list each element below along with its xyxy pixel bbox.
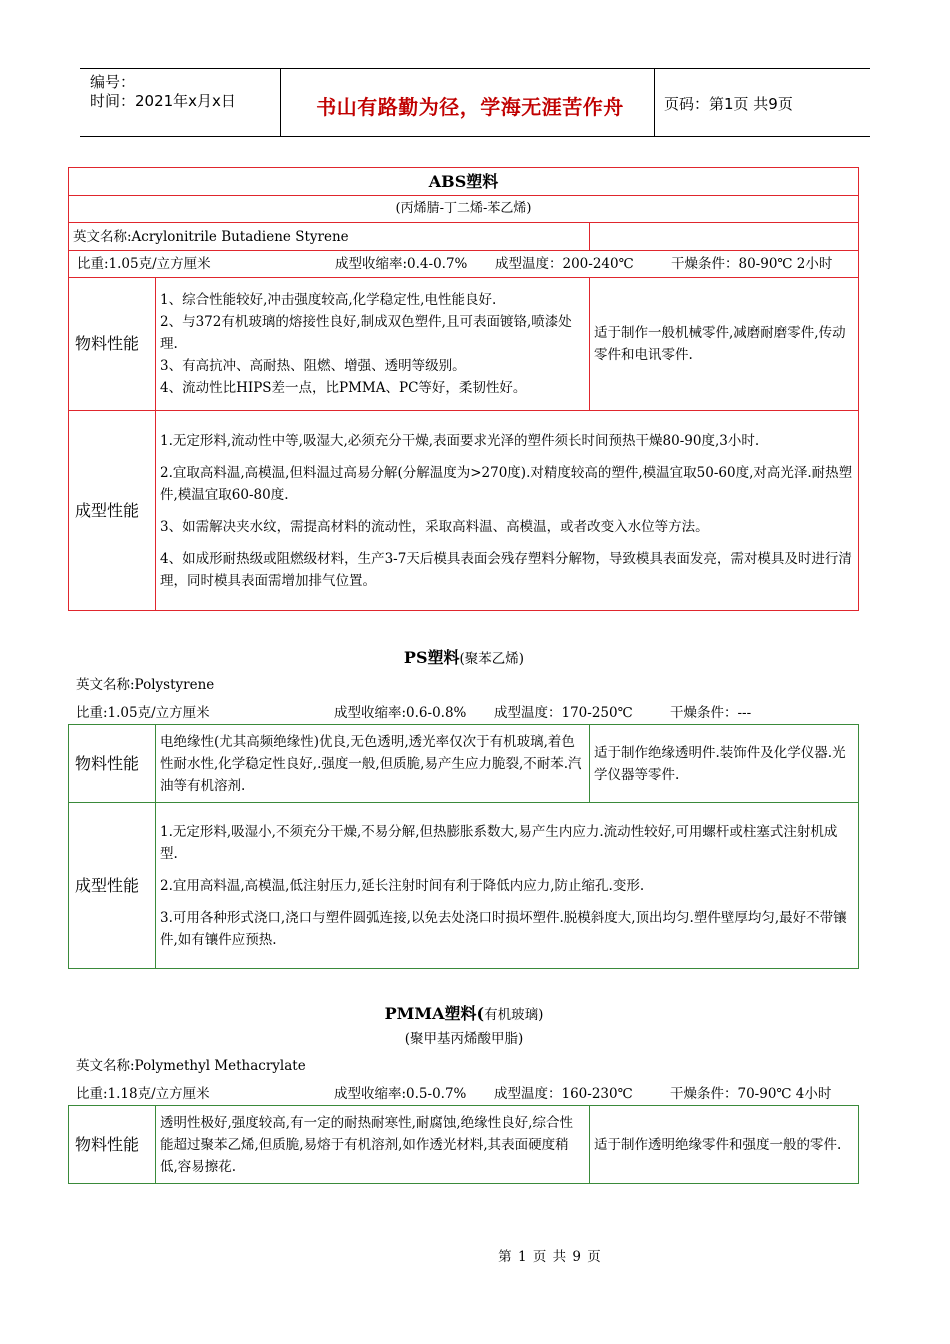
ps-temperature: 成型温度：170-250℃: [494, 705, 633, 721]
ps-english-name: 英文名称:Polystyrene: [76, 677, 215, 693]
pmma-title-suffix: 有机玻璃): [484, 1007, 544, 1023]
abs-english-name: 英文名称:Acrylonitrile Butadiene Styrene: [69, 223, 590, 251]
pmma-title-main: PMMA塑料(: [384, 1004, 485, 1023]
pmma-title: [0, 1001, 928, 1024]
ps-material-label: 物料性能: [69, 725, 156, 803]
ps-title: [0, 645, 928, 668]
abs-drying: 干燥条件：80-90℃ 2小时: [671, 256, 833, 272]
abs-temperature: 成型温度：200-240℃: [495, 256, 634, 272]
page-footer: 第 1 页 共 9 页: [498, 1249, 602, 1265]
abs-empty-cell: [590, 223, 859, 251]
abs-molding-label: 成型性能: [69, 411, 156, 611]
abs-molding-cell: [156, 411, 859, 611]
ps-material-use: 适于制作绝缘透明件.装饰件及化学仪器.光学仪器等零件.: [590, 725, 859, 803]
ps-drying: 干燥条件：---: [670, 705, 752, 721]
pmma-material-label: 物料性能: [69, 1106, 156, 1184]
abs-material-item: 4、流动性比HIPS差一点，比PMMA、PC等好，柔韧性好。: [160, 380, 527, 396]
pmma-material-use: 适于制作透明绝缘零件和强度一般的零件.: [590, 1106, 859, 1184]
abs-molding-item: 4、如成形耐热级或阻燃级材料，生产3-7天后模具表面会残存塑料分解物，导致模具表面发亮，需对模具及时进行清理，同时模具表面需增加排气位置。: [160, 550, 852, 589]
abs-molding-item: 3、如需解决夹水纹，需提高材料的流动性，采取高料温、高模温，或者改变入水位等方法。: [160, 518, 709, 535]
abs-subtitle: (丙烯腈-丁二烯-苯乙烯): [69, 196, 859, 223]
abs-shrinkage: 成型收缩率:0.4-0.7%: [335, 256, 468, 272]
ps-table: [68, 724, 859, 969]
ps-title-main: PS塑料: [403, 648, 460, 667]
pmma-english-name: 英文名称:Polymethyl Methacrylate: [76, 1058, 306, 1074]
abs-material-cell: [156, 278, 590, 411]
ps-molding-item: 2.宜用高料温,高模温,低注射压力,延长注射时间有利于降低内应力,防止缩孔.变形.: [160, 877, 645, 894]
abs-molding-item: 1.无定形料,流动性中等,吸湿大,必须充分干燥,表面要求光泽的塑件须长时间预热干燥80-90度,3小时.: [160, 432, 760, 449]
pmma-subtitle: (聚甲基丙烯酸甲脂): [404, 1031, 524, 1047]
ps-molding-label: 成型性能: [69, 803, 156, 969]
time-label: 时间：2021年x月x日: [90, 92, 236, 110]
ps-material-text: 电绝缘性(尤其高频绝缘性)优良,无色透明,透光率仅次于有机玻璃,着色性耐水性,化学稳定性良好,.强度一般,但质脆,易产生应力脆裂,不耐苯.汽油等有机溶剂.: [156, 725, 590, 803]
pmma-table: [68, 1105, 859, 1184]
ps-density: 比重:1.05克/立方厘米: [76, 705, 210, 721]
header-divider: [280, 69, 281, 136]
pmma-temperature: 成型温度：160-230℃: [494, 1086, 633, 1102]
ps-molding-cell: [156, 803, 859, 969]
pmma-drying: 干燥条件：70-90℃ 4小时: [670, 1086, 832, 1102]
pmma-shrinkage: 成型收缩率:0.5-0.7%: [334, 1086, 467, 1102]
abs-density: 比重:1.05克/立方厘米: [77, 256, 211, 272]
header-meta: [90, 73, 236, 111]
abs-title: ABS塑料: [69, 168, 859, 196]
ps-molding-item: 1.无定形料,吸湿小,不须充分干燥,不易分解,但热膨胀系数大,易产生内应力.流动性较好,可用螺杆或柱塞式注射机成型.: [160, 823, 838, 862]
abs-material-item: 3、有高抗冲、高耐热、阻燃、增强、透明等级别。: [160, 358, 466, 374]
abs-material-use: 适于制作一般机械零件,减磨耐磨零件,传动零件和电讯零件.: [590, 278, 859, 411]
abs-molding-item: 2.宜取高料温,高模温,但料温过高易分解(分解温度为>270度).对精度较高的塑件,模温宜取50-60度,对高光泽.耐热塑件,模温宜取60-80度.: [160, 464, 853, 503]
abs-material-label: 物料性能: [69, 278, 156, 411]
pmma-density: 比重:1.18克/立方厘米: [76, 1086, 210, 1102]
ps-molding-item: 3.可用各种形式浇口,浇口与塑件圆弧连接,以免去处浇口时损坏塑件.脱模斜度大,顶出均匀.塑件壁厚均匀,最好不带镶件,如有镶件应预热.: [160, 909, 847, 948]
abs-material-item: 1、综合性能较好,冲击强度较高,化学稳定性,电性能良好.: [160, 292, 497, 308]
ps-shrinkage: 成型收缩率:0.6-0.8%: [334, 705, 467, 721]
page-number-label: 页码：第1页 共9页: [664, 95, 793, 113]
abs-material-item: 2、与372有机玻璃的熔接性良好,制成双色塑件,且可表面镀铬,喷漆处理.: [160, 314, 572, 352]
abs-table: [68, 167, 859, 611]
ps-title-suffix: (聚苯乙烯): [459, 651, 525, 667]
motto: 书山有路勤为径，学海无涯苦作舟: [316, 95, 624, 119]
abs-properties-row: [69, 251, 859, 278]
pmma-material-text: 透明性极好,强度较高,有一定的耐热耐寒性,耐腐蚀,绝缘性良好,综合性能超过聚苯乙烯,但质脆,易熔于有机溶剂,如作透光材料,其表面硬度稍低,容易擦花.: [156, 1106, 590, 1184]
page-header: [80, 68, 870, 137]
number-label: 编号：: [90, 73, 136, 91]
